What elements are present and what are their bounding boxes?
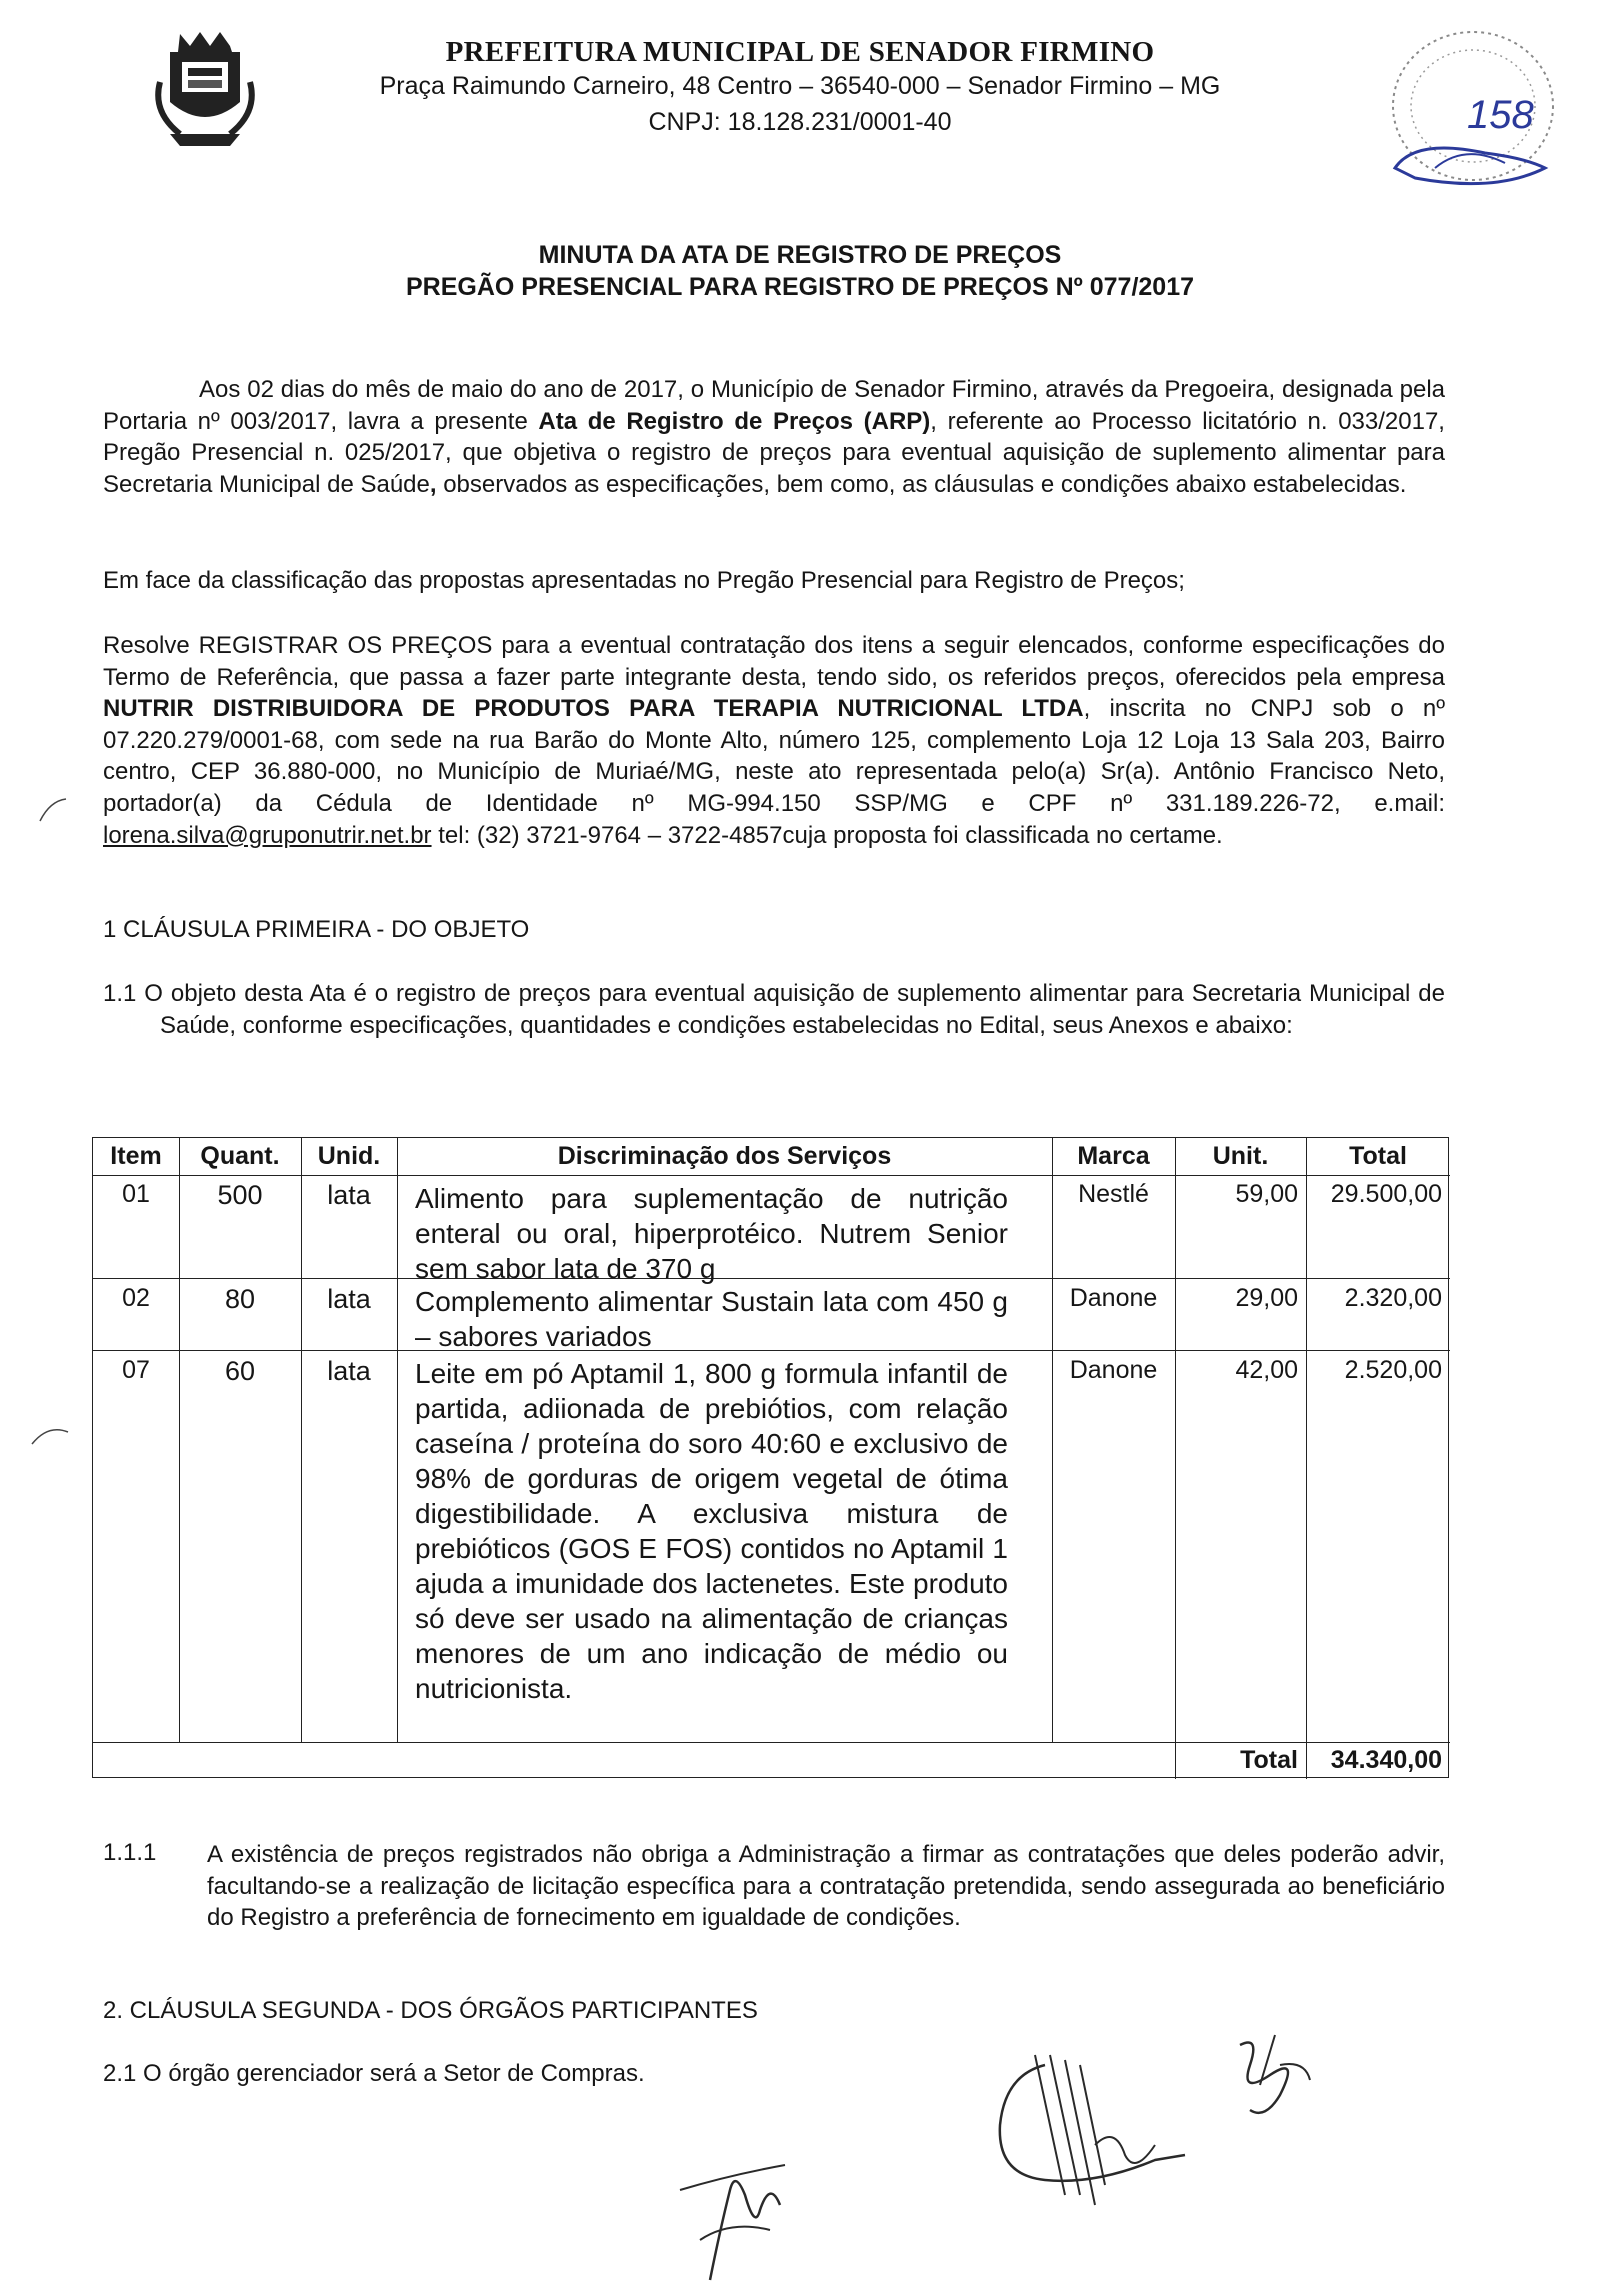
document-title: MINUTA DA ATA DE REGISTRO DE PREÇOS (538, 241, 1062, 269)
initials-signature (1220, 2025, 1320, 2125)
row-marca: Nestlé (1078, 1180, 1149, 1208)
margin-mark (30, 1420, 70, 1450)
row-total-price: 2.520,00 (1344, 1356, 1442, 1384)
row-marca: Danone (1069, 1284, 1158, 1312)
row-description: Leite em pó Aptamil 1, 800 g formula infantil de partida, adiionada de prebiótios, com relação caseína / proteína do soro 40:60 e exclusivo de 98% de gorduras de origem vegetal de ótima digestibilidade. A exclusiva mistura de prebióticos (GOS E FOS) contidos no Aptamil 1 ajuda a imunidade dos lactenetes. Este produto só deve ser usado na alimentação de crianças menores de um ano indicação de médio ou nutricionista. (415, 1358, 1008, 1704)
clause-1-1-1-number: 1.1.1 (103, 1839, 157, 1866)
row-description: Alimento para suplementação de nutrição enteral ou oral, hiperprotéico. Nutrem Senior sem sabor lata de 370 g (415, 1183, 1008, 1284)
municipality-name: PREFEITURA MUNICIPAL DE SENADOR FIRMINO (445, 36, 1155, 68)
document-subtitle: PREGÃO PRESENCIAL PARA REGISTRO DE PREÇOS Nº 077/2017 (405, 273, 1195, 301)
row-quant: 80 (224, 1284, 256, 1314)
clause-1-1-text: 1.1 O objeto desta Ata é o registro de preços para eventual aquisição de suplemento alimentar para Secretaria Municipal de Saúde, conforme especificações, quantidades e condições estabelecidas no Edital, seus Anexos e abaixo: (103, 980, 1445, 1039)
row-item: 02 (122, 1284, 150, 1312)
clause-2-1-text: 2.1 O órgão gerenciador será a Setor de Compras. (103, 2060, 645, 2087)
col-header-unid: Unid. (317, 1142, 381, 1170)
grand-total-label: Total (1240, 1746, 1298, 1774)
row-quant: 60 (224, 1356, 256, 1386)
signature (985, 2045, 1200, 2215)
row-total-price: 2.320,00 (1344, 1284, 1442, 1312)
grand-total-value: 34.340,00 (1330, 1746, 1442, 1774)
row-marca: Danone (1069, 1356, 1158, 1384)
municipality-cnpj: CNPJ: 18.128.231/0001-40 (648, 108, 952, 136)
col-header-unit: Unit. (1212, 1142, 1269, 1170)
signature (670, 2150, 800, 2282)
row-item: 07 (122, 1356, 150, 1384)
clause-1-heading: 1 CLÁUSULA PRIMEIRA - DO OBJETO (103, 916, 530, 943)
col-header-quant: Quant. (200, 1142, 280, 1170)
col-header-marca: Marca (1077, 1142, 1150, 1170)
row-quant: 500 (217, 1180, 263, 1210)
margin-mark (38, 795, 68, 825)
col-header-total: Total (1349, 1142, 1407, 1170)
row-unid: lata (327, 1284, 371, 1314)
row-unit-price: 59,00 (1235, 1180, 1298, 1208)
email-link[interactable]: lorena.silva@gruponutrir.net.br (103, 821, 432, 849)
licitacao-stamp-seal (1375, 18, 1565, 193)
row-description: Complemento alimentar Sustain lata com 450 g – sabores variados (415, 1286, 1008, 1352)
stamp-page-number: 158 (1467, 93, 1534, 137)
row-unid: lata (327, 1356, 371, 1386)
col-header-discriminacao: Discriminação dos Serviços (557, 1142, 892, 1170)
row-unit-price: 42,00 (1235, 1356, 1298, 1384)
municipality-address: Praça Raimundo Carneiro, 48 Centro – 36540-000 – Senador Firmino – MG (379, 72, 1221, 100)
row-item: 01 (122, 1180, 150, 1208)
row-total-price: 29.500,00 (1330, 1180, 1442, 1208)
resolve-paragraph: Resolve REGISTRAR OS PREÇOS para a eventual contratação dos itens a seguir elencados, conforme especificações do Termo de Referência, que passa a fazer parte integrante desta, tendo sido, os referidos preços, oferecidos pela empresa NUTRIR DISTRIBUIDORA DE PRODUTOS PARA TERAPIA NUTRICIONAL LTDA, inscrita no CNPJ sob o nº 07.220.279/0001-68, com sede na rua Barão do Monte Alto, número 125, complemento Loja 12 Loja 13 Sala 203, Bairro centro, CEP 36.880-000, no Município de Muriaé/MG, neste ato representada pelo(a) Sr(a). Antônio Francisco Neto, portador(a) da Cédula de Identidade nº MG-994.150 SSP/MG e CPF nº 331.189.226-72, e.mail: lorena.silva@gruponutrir.net.br tel: (32) 3721-9764 – 3722-4857cuja proposta foi classificada no certame. (103, 632, 1446, 849)
price-table (92, 1137, 1449, 1778)
row-unid: lata (327, 1180, 371, 1210)
row-unit-price: 29,00 (1235, 1284, 1298, 1312)
classification-paragraph: Em face da classificação das propostas apresentadas no Pregão Presencial para Registro de Preços; (103, 567, 1185, 594)
clause-2-heading: 2. CLÁUSULA SEGUNDA - DOS ÓRGÃOS PARTICIPANTES (103, 1997, 758, 2024)
col-header-item: Item (110, 1142, 162, 1170)
clause-1-1-1-text: A existência de preços registrados não obriga a Administração a firmar as contratações que deles poderão advir, facultando-se a realização de licitação específica para a contratação pretendida, sendo assegurada ao beneficiário do Registro a preferência de fornecimento em igualdade de condições. (207, 1841, 1445, 1932)
intro-paragraph: Aos 02 dias do mês de maio do ano de 2017, o Município de Senador Firmino, através da Pregoeira, designada pela Portaria nº 003/2017, lavra a presente Ata de Registro de Preços (ARP), referente ao Processo licitatório n. 033/2017, Pregão Presencial n. 025/2017, que objetiva o registro de preços para eventual aquisição de suplemento alimentar para Secretaria Municipal de Saúde, observados as especificações, bem como, as cláusulas e condições abaixo estabelecidas. (103, 376, 1445, 498)
